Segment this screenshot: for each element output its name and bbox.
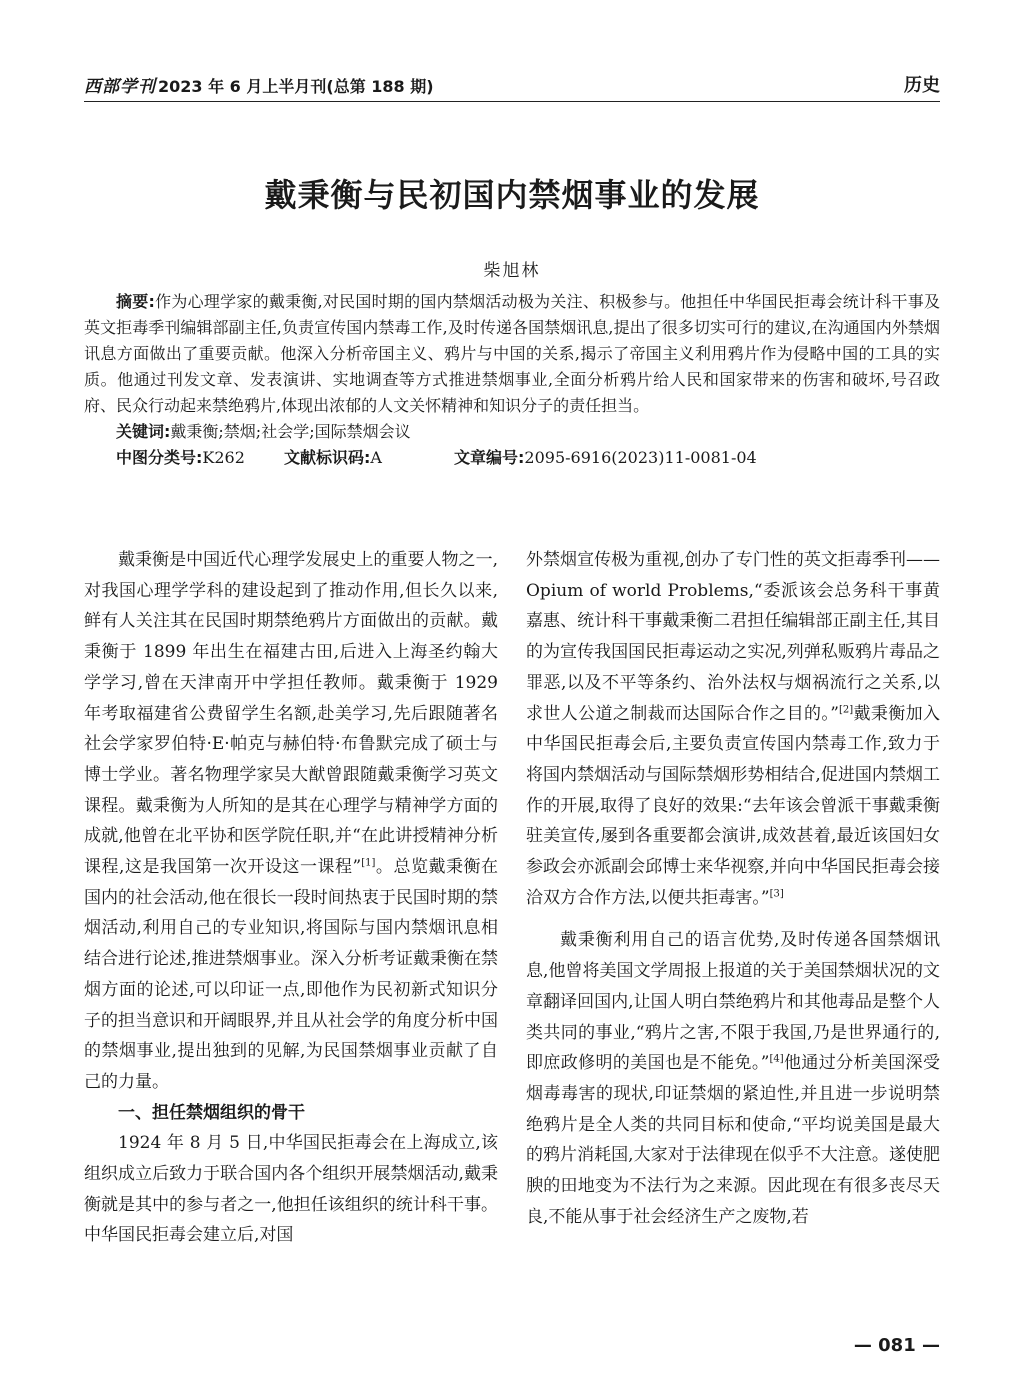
doc-code-label: 文献标识码: — [284, 448, 371, 467]
classification-line — [84, 445, 940, 471]
article-no-value: 2095-6916(2023)11-0081-04 — [524, 448, 757, 467]
citation-ref: [3] — [769, 888, 784, 900]
paragraph-text: 戴秉衡加入中华国民拒毒会后,主要负责宣传国内禁毒工作,致力于将国内禁烟活动与国际禁烟形势相结合,促进国内禁烟工作的开展,取得了良好的效果:“去年该会曾派干事戴秉衡驻美宣传,屡到各重要都会演讲,成效甚着,最近该国妇女参政会亦派副会邱博士来华视察,并向中华国民拒毒会接洽双方合作方法,以便共拒毒害。” — [526, 703, 940, 908]
body-paragraph — [526, 545, 940, 913]
keywords-label: 关键词: — [116, 422, 171, 441]
article-author: 柴旭林 — [483, 261, 541, 281]
page-number: — 081 — — [853, 1335, 940, 1356]
body-paragraph — [84, 545, 498, 1098]
section-label: 历史 — [904, 75, 940, 96]
paragraph-text: 外禁烟宣传极为重视,创办了专门性的英文拒毒季刊——Opium of world Problems,“委派该会总务科干事黄嘉惠、统计科干事戴秉衡二君担任编辑部正副主任,其目的为宣传我国国民拒毒运动之实况,列弹私贩鸦片毒品之罪恶,以及不平等条约、治外法权与烟祸流行之关系,以求世人公道之制裁而达国际合作之目的。” — [526, 550, 940, 724]
body-paragraph — [526, 925, 940, 1232]
body-columns — [84, 545, 940, 1305]
clc-value: K262 — [202, 448, 245, 467]
citation-ref: [1] — [361, 857, 376, 869]
body-paragraph: 1924 年 8 月 5 日,中华国民拒毒会在上海成立,该组织成立后致力于联合国内各个组织开展禁烟活动,戴秉衡就是其中的参与者之一,他担任该组织的统计科干事。中华国民拒毒会建立后,对国 — [84, 1133, 498, 1246]
keywords-line — [84, 419, 940, 445]
abstract-block — [84, 289, 940, 471]
abstract-label: 摘要: — [116, 292, 155, 311]
paragraph-text: 。总览戴秉衡在国内的社会活动,他在很长一段时间热衷于民国时期的禁烟活动,利用自己的专业知识,将国际与国内禁烟讯息相结合进行论述,推进禁烟事业。深入分析考证戴秉衡在禁烟方面的论述,可以印证一点,即他作为民初新式知识分子的担当意识和开阔眼界,并且从社会学的角度分析中国的禁烟事业,提出独到的见解,为民国禁烟事业贡献了自己的力量。 — [84, 857, 498, 1092]
left-column — [84, 545, 498, 1305]
section-heading: 一、担任禁烟组织的骨干 — [118, 1102, 305, 1123]
running-header — [84, 70, 940, 102]
header-left — [84, 72, 434, 97]
journal-logo: 西部学刊 — [84, 77, 156, 97]
paragraph-text: 戴秉衡利用自己的语言优势,及时传递各国禁烟讯息,他曾将美国文学周报上报道的关于美国禁烟状况的文章翻译回国内,让国人明白禁绝鸦片和其他毒品是整个人类共同的事业,“鸦片之害,不限于我国,乃是世界通行的,即庶政修明的美国也是不能免。” — [526, 930, 940, 1074]
doc-code-item — [284, 445, 454, 471]
paragraph-gap — [526, 913, 940, 925]
citation-ref: [4] — [769, 1053, 784, 1065]
paragraph-text: 他通过分析美国深受烟毒毒害的现状,印证禁烟的紧迫性,并且进一步说明禁绝鸦片是全人类的共同目标和使命,“平均说美国是最大的鸦片消耗国,大家对于法律现在似乎不大注意。遂使肥腴的田地变为不法行为之来源。因此现在有很多丧尽天良,不能从事于社会经济生产之废物,若 — [526, 1053, 940, 1227]
issue-info: 2023 年 6 月上半月刊(总第 188 期) — [158, 77, 434, 96]
clc-label: 中图分类号: — [116, 448, 203, 467]
article-no-label: 文章编号: — [454, 448, 525, 467]
keywords-text: 戴秉衡;禁烟;社会学;国际禁烟会议 — [170, 422, 411, 441]
article-title: 戴秉衡与民初国内禁烟事业的发展 — [264, 176, 760, 214]
paragraph-text: 戴秉衡是中国近代心理学发展史上的重要人物之一,对我国心理学学科的建设起到了推动作用,但长久以来,鲜有人关注其在民国时期禁绝鸦片方面做出的贡献。戴秉衡于 1899 年出生在福建古田,后进入上海圣约翰大学学习,曾在天津南开中学担任教师。戴秉衡于 1929 年考取福建省公费留学生名额,赴美学习,先后跟随著名社会学家罗伯特·E·帕克与赫伯特·布鲁默完成了硕士与博士学业。著名物理学家吴大猷曾跟随戴秉衡学习英文课程。戴秉衡为人所知的是其在心理学与精神学方面的成就,他曾在北平协和医学院任职,并“在此讲授精神分析课程,这是我国第一次开设这一课程” — [84, 550, 498, 878]
abstract-text: 作为心理学家的戴秉衡,对民国时期的国内禁烟活动极为关注、积极参与。他担任中华国民拒毒会统计科干事及英文拒毒季刊编辑部副主任,负责宣传国内禁毒工作,及时传递各国禁烟讯息,提出了很多切实可行的建议,在沟通国内外禁烟讯息方面做出了重要贡献。他深入分析帝国主义、鸦片与中国的关系,揭示了帝国主义利用鸦片作为侵略中国的工具的实质。他通过刊发文章、发表演讲、实地调查等方式推进禁烟事业,全面分析鸦片给人民和国家带来的伤害和破坏,号召政府、民众行动起来禁绝鸦片,体现出浓郁的人文关怀精神和知识分子的责任担当。 — [84, 292, 940, 415]
clc-item — [84, 445, 284, 471]
citation-ref: [2] — [838, 703, 854, 715]
doc-code-value: A — [370, 448, 382, 467]
article-no-item — [454, 445, 757, 471]
right-column — [526, 545, 940, 1305]
abstract-paragraph — [84, 289, 940, 419]
